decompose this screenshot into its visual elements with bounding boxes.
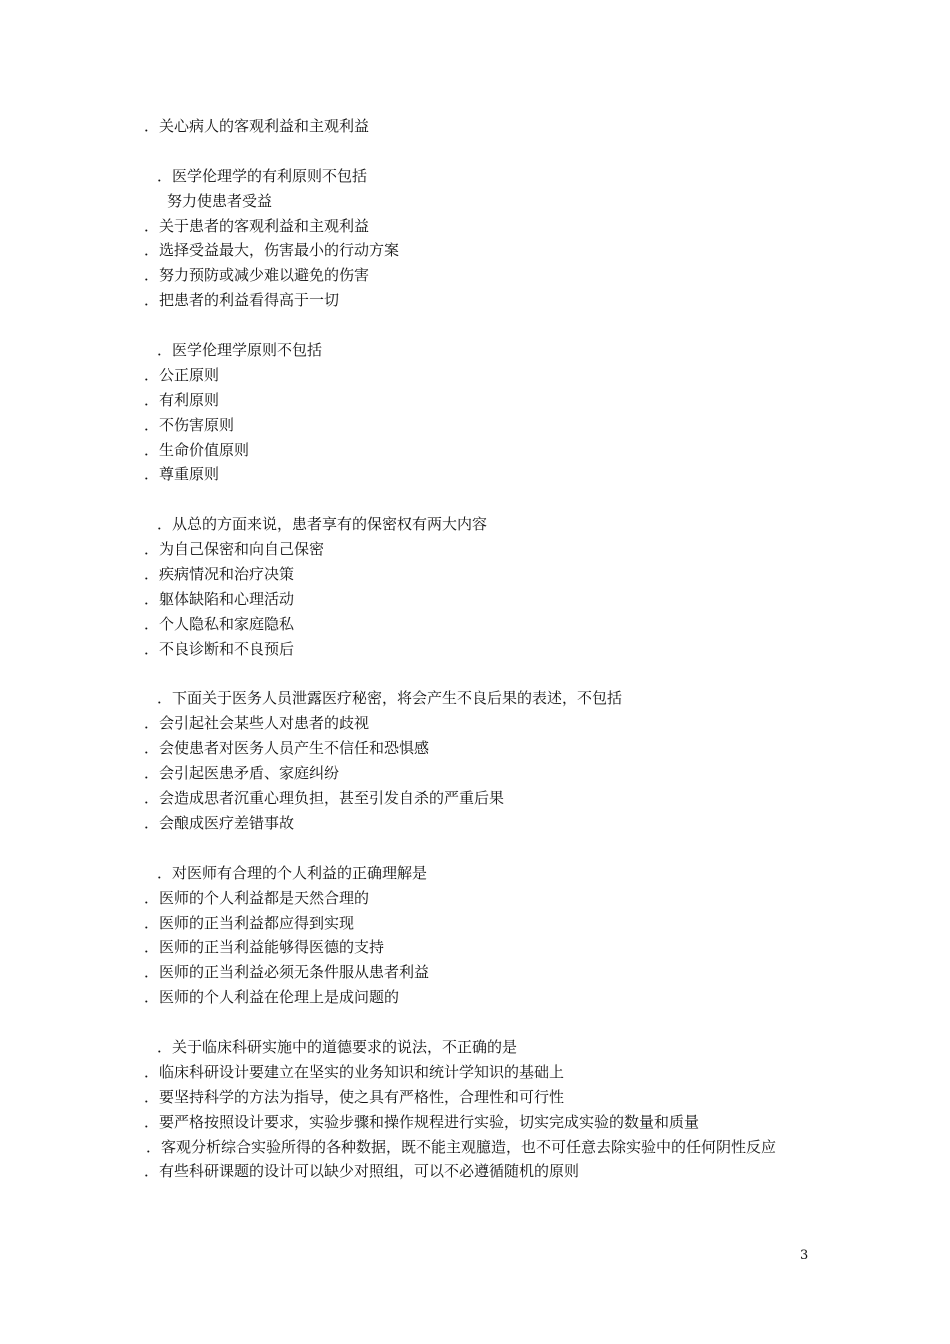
question-line: ．从总的方面来说，患者享有的保密权有两大内容 <box>157 515 488 534</box>
option-line: ．躯体缺陷和心理活动 <box>144 589 295 608</box>
spacer <box>141 662 821 687</box>
spacer <box>141 1010 821 1035</box>
option-line: ．要坚持科学的方法为指导，使之具有严格性，合理性和可行性 <box>144 1087 565 1106</box>
question-line: ．对医师有合理的个人利益的正确理解是 <box>157 863 428 882</box>
question-line: ．下面关于医务人员泄露医疗秘密，将会产生不良后果的表述，不包括 <box>157 689 623 708</box>
option-line: ．会造成思者沉重心理负担，甚至引发自杀的严重后果 <box>144 789 505 808</box>
option-line: ．医师的正当利益都应得到实现 <box>144 913 355 932</box>
option-line: ．生命价值原则 <box>144 440 250 459</box>
option-line: ．会引起医患矛盾、家庭纠纷 <box>144 764 340 783</box>
question-line: ．医学伦理学原则不包括 <box>157 341 323 360</box>
page-number: 3 <box>800 1248 809 1263</box>
option-line: ．努力预防或减少难以避免的伤害 <box>144 266 370 285</box>
option-line: ．医师的个人利益在伦理上是成问题的 <box>144 988 400 1007</box>
option-line: ．会酿成医疗差错事故 <box>144 813 295 832</box>
spacer <box>141 313 821 338</box>
option-line: ．为自己保密和向自己保密 <box>144 540 325 559</box>
option-line: ．疾病情况和治疗决策 <box>144 565 295 584</box>
option-line: ．会引起社会某些人对患者的歧视 <box>144 714 370 733</box>
option-line: 努力使患者受益 <box>167 191 273 210</box>
option-line: ．不良诊断和不良预后 <box>144 639 295 658</box>
option-line: ．尊重原则 <box>144 465 220 484</box>
option-line: ．把患者的利益看得高于一切 <box>144 291 340 310</box>
option-line: ．有些科研课题的设计可以缺少对照组，可以不必遵循随机的原则 <box>144 1162 580 1181</box>
option-line: ．选择受益最大，伤害最小的行动方案 <box>144 241 400 260</box>
option-line: ．不伤害原则 <box>144 415 235 434</box>
option-line: ．要严格按照设计要求，实验步骤和操作规程进行实验，切实完成实验的数量和质量 <box>144 1112 700 1131</box>
question-line: ．关于临床科研实施中的道德要求的说法，不正确的是 <box>157 1037 518 1056</box>
spacer <box>141 139 821 164</box>
option-line: ．客观分析综合实验所得的各种数据，既不能主观臆造，也不可任意去除实验中的任何阴性反应 <box>146 1137 777 1156</box>
option-line: ．个人隐私和家庭隐私 <box>144 614 295 633</box>
option-line: ．会使患者对医务人员产生不信任和恐惧感 <box>144 739 430 758</box>
spacer <box>141 487 821 512</box>
spacer <box>141 836 821 861</box>
document-body <box>141 114 821 1184</box>
option-line: ．医师的正当利益能够得医德的支持 <box>144 938 385 957</box>
option-line: ．医师的正当利益必须无条件服从患者利益 <box>144 963 430 982</box>
option-line: ．临床科研设计要建立在坚实的业务知识和统计学知识的基础上 <box>144 1062 565 1081</box>
option-line: ．关心病人的客观利益和主观利益 <box>144 117 370 135</box>
option-line: ．公正原则 <box>144 365 220 384</box>
question-line: ．医学伦理学的有利原则不包括 <box>157 166 368 185</box>
option-line: ．关于患者的客观利益和主观利益 <box>144 216 370 235</box>
option-line: ．医师的个人利益都是天然合理的 <box>144 888 370 907</box>
option-line: ．有利原则 <box>144 390 220 409</box>
